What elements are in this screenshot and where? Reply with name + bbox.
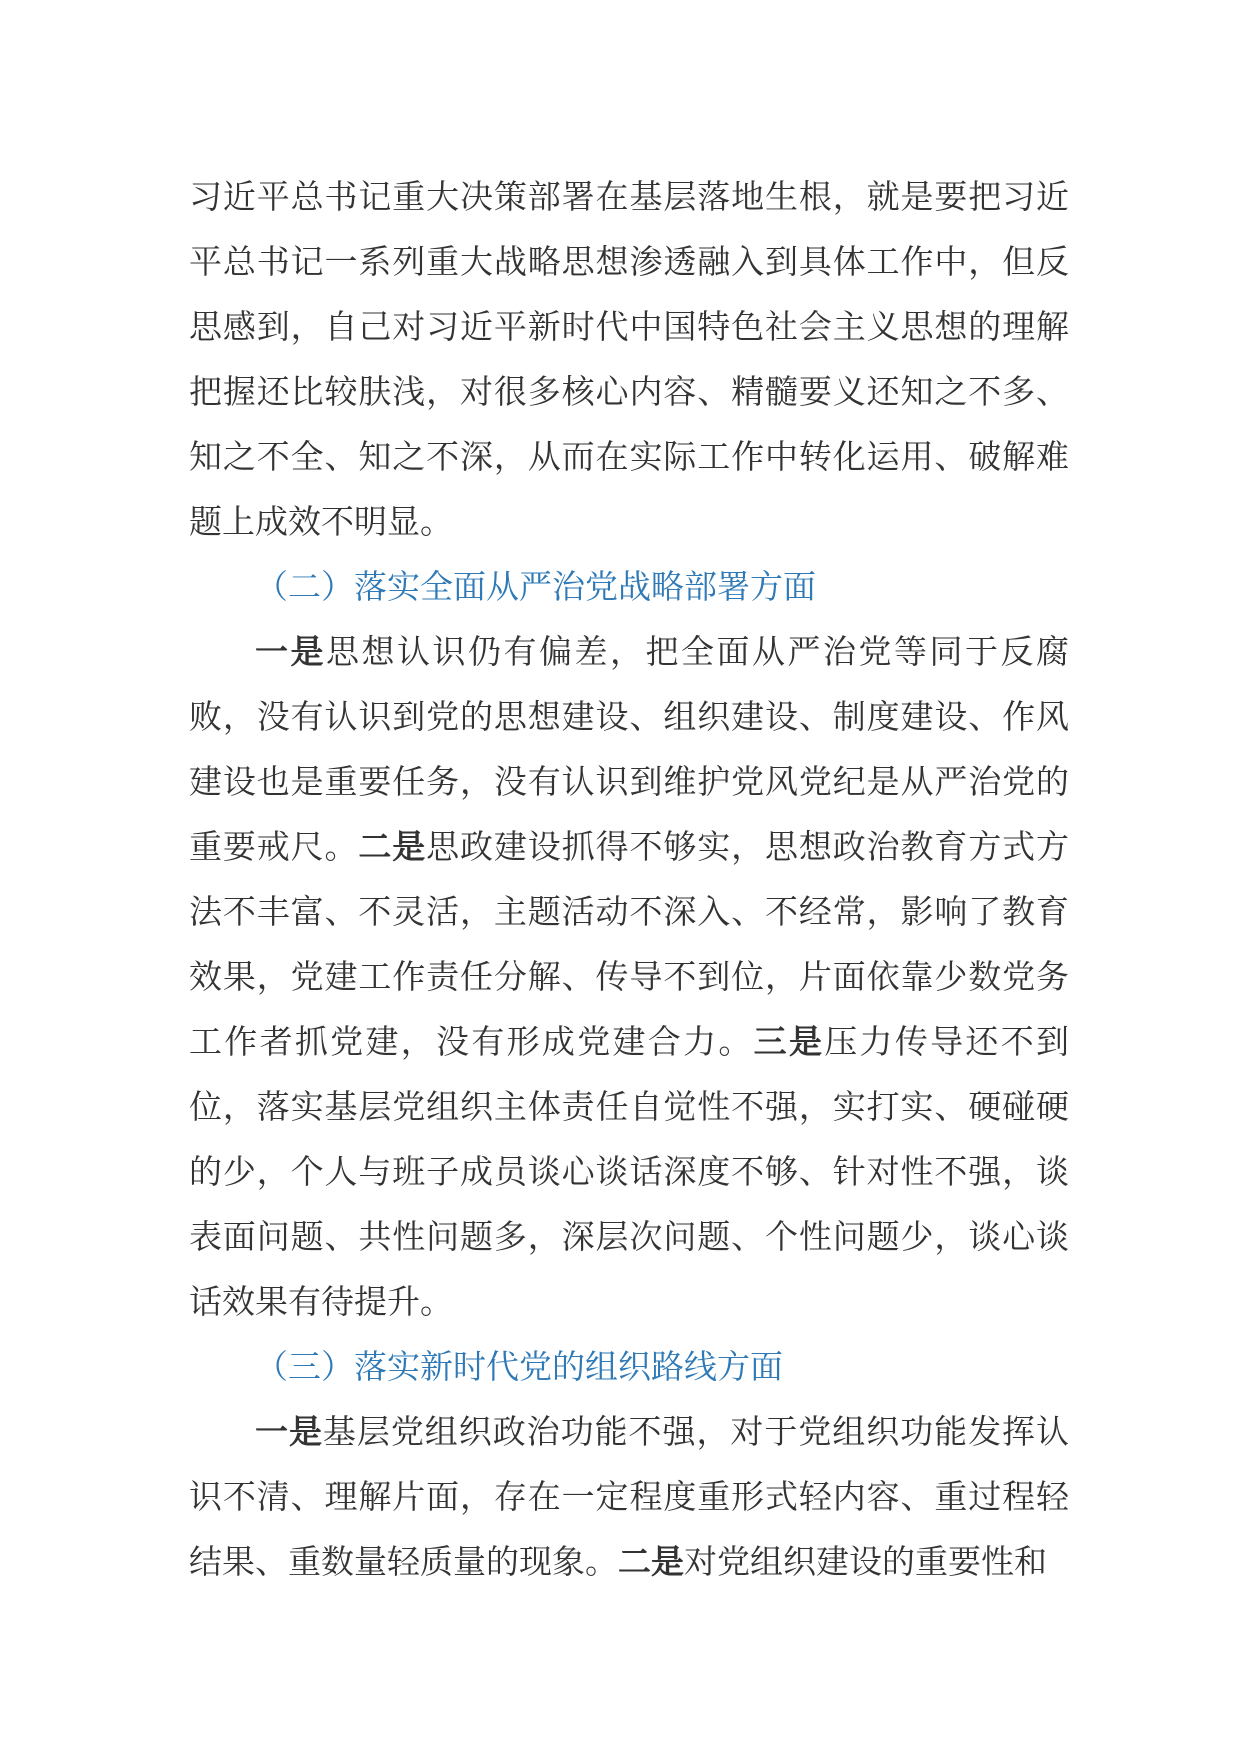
body-paragraph-1 — [189, 164, 1069, 554]
paragraph-text: 压力传导还不到位，落实基层党组织主体责任自觉性不强，实打实、硬碰硬的少，个人与班子成员谈心谈话深度不够、针对性不强，谈表面问题、共性问题多，深层次问题、个性问题少，谈心谈话效果有待提升。 — [189, 1022, 1070, 1321]
point-marker-2: 二是 — [618, 1542, 684, 1581]
section-heading-3: （三）落实新时代党的组织路线方面 — [255, 1347, 783, 1386]
point-marker-1: 一是 — [255, 632, 326, 671]
body-paragraph-3 — [189, 1399, 1069, 1594]
paragraph-text: 习近平总书记重大决策部署在基层落地生根，就是要把习近平总书记一系列重大战略思想渗透融入到具体工作中，但反思感到，自己对习近平新时代中国特色社会主义思想的理解把握还比较肤浅，对很多核心内容、精髓要义还知之不多、知之不全、知之不深，从而在实际工作中转化运用、破解难题上成效不明显。 — [189, 177, 1069, 541]
point-marker-1: 一是 — [255, 1412, 323, 1451]
point-marker-2: 二是 — [358, 827, 427, 866]
document-page — [189, 164, 1069, 1594]
body-paragraph-2 — [189, 619, 1069, 1334]
section-heading-2: （二）落实全面从严治党战略部署方面 — [255, 567, 816, 606]
paragraph-text: 思政建设抓得不够实，思想政治教育方式方法不丰富、不灵活，主题活动不深入、不经常，影响了教育效果，党建工作责任分解、传导不到位，片面依靠少数党务工作者抓党建，没有形成党建合力。 — [189, 827, 1070, 1061]
point-marker-3: 三是 — [753, 1022, 825, 1061]
paragraph-text: 对党组织建设的重要性和 — [684, 1542, 1047, 1581]
paragraph-text: 思想认识仍有偏差，把全面从严治党等同于反腐败，没有认识到党的思想建设、组织建设、制度建设、作风建设也是重要任务，没有认识到维护党风党纪是从严治党的重要戒尺。 — [189, 632, 1069, 866]
paragraph-text: 基层党组织政治功能不强，对于党组织功能发挥认识不清、理解片面，存在一定程度重形式轻内容、重过程轻结果、重数量轻质量的现象。 — [189, 1412, 1070, 1581]
